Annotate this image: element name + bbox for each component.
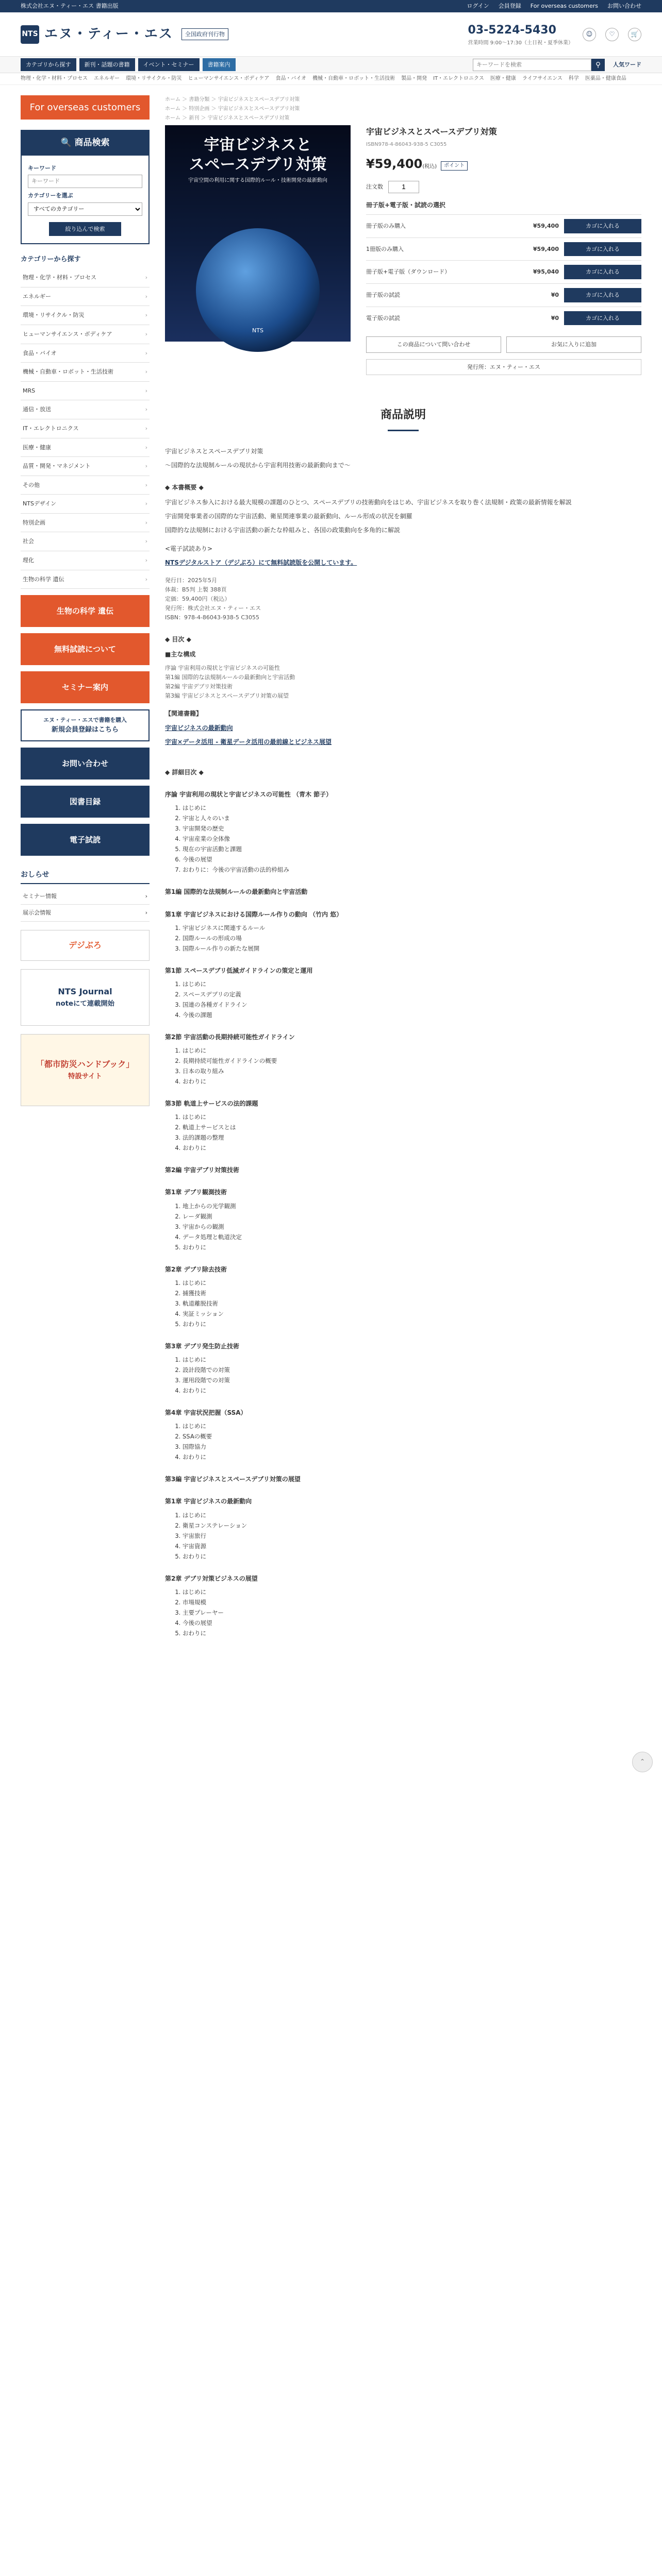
toc-list bbox=[165, 1278, 641, 1329]
toc-item: 2. 捕獲技術 bbox=[183, 1288, 641, 1298]
product-title: 宇宙ビジネスとスペースデブリ対策 bbox=[366, 127, 497, 137]
category-title: カテゴリーから探す bbox=[21, 256, 81, 264]
category-item[interactable] bbox=[21, 419, 150, 438]
header-search bbox=[473, 59, 605, 71]
nav-seminar[interactable]: イベント・セミナー bbox=[138, 58, 200, 72]
chevron-right-icon: › bbox=[145, 330, 147, 337]
banner-library[interactable]: 図書目録 bbox=[21, 786, 150, 818]
nav-new[interactable]: 新刊・話題の書籍 bbox=[79, 58, 135, 72]
logo[interactable] bbox=[21, 24, 173, 45]
ad-nts-journal-sub: noteにて連載開始 bbox=[55, 999, 115, 1008]
contact-link[interactable]: お問い合わせ bbox=[607, 3, 641, 10]
toc-item: 2. 長期持続可能性ガイドラインの概要 bbox=[183, 1056, 641, 1066]
banner-seminar[interactable]: セミナー案内 bbox=[21, 671, 150, 703]
toc-item: 3. 法的課題の整理 bbox=[183, 1132, 641, 1143]
toc-part: 第4章 宇宙状況把握（SSA） bbox=[165, 1409, 247, 1417]
keyword-input[interactable] bbox=[28, 175, 142, 188]
quantity-row bbox=[366, 181, 641, 193]
option-row bbox=[366, 283, 641, 307]
meta-block bbox=[165, 576, 641, 622]
option-name: 1冊版のみ購入 bbox=[366, 245, 404, 252]
chevron-right-icon: › bbox=[145, 349, 147, 357]
chevron-right-icon: › bbox=[145, 425, 147, 432]
category-item-label: 物理・化学・材料・プロセス bbox=[23, 274, 96, 281]
category-item-label: その他 bbox=[23, 481, 40, 488]
search-input[interactable] bbox=[473, 59, 591, 71]
quantity-label: 注文数 bbox=[366, 183, 383, 191]
toc-list bbox=[165, 1587, 641, 1638]
description-title: 商品説明 bbox=[165, 406, 641, 431]
overview-p: 宇宙開発事業者の国際的な宇宙活動、衛星関連事業の最新動向、ルール形成の状況を網羅 bbox=[165, 513, 412, 520]
category-item[interactable] bbox=[21, 268, 150, 287]
toc-part: 第2章 デブリ除去技術 bbox=[165, 1265, 227, 1273]
category-row-link[interactable]: 食品・バイオ bbox=[275, 76, 307, 81]
breadcrumb-line[interactable]: ホーム ＞ 新刊 ＞ 宇宙ビジネスとスペースデブリ対策 bbox=[165, 115, 290, 121]
contents-heading: ◆ 目次 ◆ bbox=[165, 636, 191, 643]
category-item[interactable] bbox=[21, 363, 150, 382]
toc-item: 1. 宇宙ビジネスに関連するルール bbox=[183, 923, 641, 933]
toc-item: 2. 設計段階での対策 bbox=[183, 1365, 641, 1375]
product-code: ISBN978-4-86043-938-5 C3055 bbox=[366, 141, 447, 147]
chevron-right-icon: › bbox=[145, 557, 147, 564]
cart-icon[interactable]: 🛒 bbox=[628, 28, 641, 41]
option-row bbox=[366, 307, 641, 330]
news-title: おしらせ bbox=[21, 869, 150, 884]
toc-list bbox=[165, 1421, 641, 1462]
toc-part: 第1節 スペースデブリ低減ガイドラインの策定と運用 bbox=[165, 967, 313, 974]
toc-item: 4. おわりに bbox=[183, 1143, 641, 1153]
business-hours: 営業時間 9:00〜17:30（土日祝・夏季休業） bbox=[468, 40, 573, 46]
trial-link[interactable]: NTSデジタルストア（デジぶろ）にて無料試読版を公開しています。 bbox=[165, 558, 357, 566]
chapter-line: 第3編 宇宙ビジネスとスペースデブリ対策の展望 bbox=[165, 692, 289, 700]
news-item-label: 展示会情報 bbox=[23, 909, 51, 917]
price: ¥59,400 bbox=[366, 156, 423, 171]
category-item-label: ヒューマンサイエンス・ボディケア bbox=[23, 330, 112, 337]
ad-nts-journal[interactable] bbox=[21, 969, 150, 1026]
toc-item: 4. 宇宙産業の全体像 bbox=[183, 834, 641, 844]
category-item-label: 通信・放送 bbox=[23, 406, 51, 413]
header-right bbox=[468, 21, 641, 47]
toc-item: 3. 宇宙からの観測 bbox=[183, 1222, 641, 1232]
toc-list bbox=[165, 1201, 641, 1252]
chevron-up-icon: ⌃ bbox=[639, 1758, 646, 1766]
detailed-toc bbox=[165, 790, 641, 1638]
category-list bbox=[21, 268, 150, 589]
toc-part: 第3章 デブリ発生防止技術 bbox=[165, 1342, 240, 1350]
category-item-label: 食品・バイオ bbox=[23, 349, 57, 357]
overview-heading: ◆ 本書概要 ◆ bbox=[165, 483, 204, 491]
toc-list bbox=[165, 1112, 641, 1153]
add-to-cart-button[interactable]: カゴに入れる bbox=[564, 265, 641, 279]
category-item-label: エネルギー bbox=[23, 293, 51, 300]
news-item-label: セミナー情報 bbox=[23, 892, 57, 900]
main-nav bbox=[0, 57, 662, 73]
toc-item: 2. スペースデブリの定義 bbox=[183, 989, 641, 999]
category-row bbox=[0, 73, 662, 85]
chevron-right-icon: › bbox=[145, 444, 147, 451]
toc-item: 5. おわりに bbox=[183, 1551, 641, 1562]
chevron-right-icon: › bbox=[145, 909, 147, 917]
product-search-title: 🔍 商品検索 bbox=[22, 131, 148, 155]
related-link[interactable]: 宇宙ビジネスの最新動向 bbox=[165, 724, 233, 732]
product-info bbox=[366, 125, 641, 375]
back-to-top-button[interactable] bbox=[632, 1752, 653, 1772]
toc-item: 1. はじめに bbox=[183, 1421, 641, 1431]
tax-label: (税込) bbox=[422, 163, 437, 170]
category-item[interactable] bbox=[21, 344, 150, 363]
banner-ebook[interactable]: 電子試読 bbox=[21, 824, 150, 856]
contact-product-button[interactable]: この商品について問い合わせ bbox=[366, 336, 501, 353]
toc-item: 4. おわりに bbox=[183, 1076, 641, 1087]
ad-digibro[interactable]: デジぶろ bbox=[21, 930, 150, 961]
category-item-label: MRS bbox=[23, 387, 36, 394]
toc-item: 3. 国連の各種ガイドライン bbox=[183, 999, 641, 1010]
toc-item: 3. 宇宙旅行 bbox=[183, 1531, 641, 1541]
category-row-link[interactable]: 科学 bbox=[568, 76, 579, 81]
toc-item: 2. 宇宙と人々のいま bbox=[183, 813, 641, 823]
toc-item: 1. はじめに bbox=[183, 1587, 641, 1597]
price-row bbox=[366, 154, 641, 174]
toc-item: 3. 主要プレーヤー bbox=[183, 1607, 641, 1618]
meta-line: 発行所：株式会社エヌ・ティー・エス bbox=[165, 605, 261, 612]
chevron-right-icon: › bbox=[145, 312, 147, 319]
heart-icon[interactable]: ♡ bbox=[605, 28, 619, 41]
toc-item: 4. おわりに bbox=[183, 1385, 641, 1396]
option-row bbox=[366, 238, 641, 261]
book-cover bbox=[165, 125, 351, 342]
chevron-right-icon: › bbox=[145, 538, 147, 545]
toc-part: 第2編 宇宙デブリ対策技術 bbox=[165, 1166, 240, 1174]
meta-line: ISBN：978-4-86043-938-5 C3055 bbox=[165, 614, 260, 621]
association-badge: 全国政府刊行物 bbox=[181, 28, 228, 41]
category-item[interactable] bbox=[21, 457, 150, 476]
keyword-label: キーワード bbox=[28, 164, 56, 172]
toc-item: 1. はじめに bbox=[183, 1045, 641, 1056]
favorite-button[interactable]: お気に入りに追加 bbox=[506, 336, 641, 353]
toc-item: 3. 軌道離脱技術 bbox=[183, 1298, 641, 1309]
overview-p: 国際的な法規制における宇宙活動の新たな枠組みと、各国の政策動向を多角的に解説 bbox=[165, 527, 401, 534]
category-item[interactable] bbox=[21, 382, 150, 401]
product-section bbox=[165, 125, 641, 375]
add-to-cart-button[interactable]: カゴに入れる bbox=[564, 311, 641, 326]
top-bar-title: 株式会社エヌ・ティー・エス 書籍出版 bbox=[21, 3, 119, 10]
chevron-right-icon: › bbox=[145, 368, 147, 376]
category-item-label: 理化 bbox=[23, 557, 34, 564]
user-icon[interactable]: ☺ bbox=[583, 28, 596, 41]
chevron-right-icon: › bbox=[145, 519, 147, 526]
toc-item: 4. 宇宙資源 bbox=[183, 1541, 641, 1551]
category-item[interactable] bbox=[21, 570, 150, 589]
news-item[interactable] bbox=[21, 905, 150, 922]
option-list bbox=[366, 214, 641, 329]
toc-part: 第1編 国際的な法規制ルールの最新動向と宇宙活動 bbox=[165, 888, 308, 896]
structure-heading: ■主な構成 bbox=[165, 651, 196, 658]
toc-part: 第2節 宇宙活動の長期持続可能性ガイドライン bbox=[165, 1033, 295, 1041]
description bbox=[165, 447, 641, 1638]
ad-nts-journal-title: NTS Journal bbox=[58, 987, 112, 997]
chapter-line: 第1編 国際的な法規制ルールの最新動向と宇宙活動 bbox=[165, 674, 295, 681]
member-sub: エヌ・ティー・エスで書籍を購入 bbox=[43, 717, 127, 724]
toc-item: 2. 市場規模 bbox=[183, 1597, 641, 1607]
logo-mark: NTS bbox=[21, 25, 39, 44]
sidebar bbox=[21, 95, 150, 1638]
chevron-right-icon: › bbox=[145, 274, 147, 281]
toc-item: 3. 運用段階での対策 bbox=[183, 1375, 641, 1385]
category-item-label: IT・エレクトロニクス bbox=[23, 425, 79, 432]
popular-words[interactable]: 人気ワード bbox=[613, 61, 641, 68]
option-name: 冊子版の試読 bbox=[366, 291, 400, 298]
toc-item: 4. 実証ミッション bbox=[183, 1309, 641, 1319]
nav-guide[interactable]: 書籍案内 bbox=[203, 58, 236, 72]
toc-list bbox=[165, 1510, 641, 1562]
related-heading: 【関連書籍】 bbox=[165, 710, 203, 718]
category-item-label: 環境・リサイクル・防災 bbox=[23, 312, 85, 319]
option-price: ¥95,040 bbox=[533, 268, 559, 276]
toc-list bbox=[165, 979, 641, 1020]
search-icon: ⚲ bbox=[595, 60, 601, 69]
category-item-label: 生物の科学 遺伝 bbox=[23, 575, 64, 583]
category-row-link[interactable]: 医療・健康 bbox=[490, 76, 516, 81]
top-bar bbox=[0, 0, 662, 12]
option-name: 冊子版のみ購入 bbox=[366, 223, 406, 230]
toc-item: 1. はじめに bbox=[183, 803, 641, 813]
toc-item: 1. 地上からの光学観測 bbox=[183, 1201, 641, 1211]
category-item[interactable] bbox=[21, 325, 150, 344]
category-item-label: NTSデザイン bbox=[23, 500, 57, 507]
breadcrumb-line[interactable]: ホーム ＞ 書籍分類 ＞ 宇宙ビジネスとスペースデブリ対策 bbox=[165, 97, 300, 103]
toc-item: 5. おわりに bbox=[183, 1628, 641, 1638]
category-select[interactable] bbox=[28, 202, 142, 216]
toc-item: 5. 現在の宇宙活動と課題 bbox=[183, 844, 641, 854]
meta-line: 体裁：B5判 上製 388頁 bbox=[165, 586, 227, 594]
add-to-cart-button[interactable]: カゴに入れる bbox=[564, 219, 641, 233]
related-link[interactable]: 宇宙×データ活用 - 衛星データ活用の最前線とビジネス展望 bbox=[165, 738, 332, 745]
toc-item: 3. 宇宙開発の歴史 bbox=[183, 823, 641, 834]
option-price: ¥59,400 bbox=[533, 223, 559, 230]
product-actions bbox=[366, 336, 641, 353]
banner-free-trial[interactable]: 無料試読について bbox=[21, 633, 150, 665]
breadcrumb-line[interactable]: ホーム ＞ 特別企画 ＞ 宇宙ビジネスとスペースデブリ対策 bbox=[165, 106, 300, 112]
login-link[interactable]: ログイン bbox=[467, 3, 489, 10]
category-item[interactable] bbox=[21, 287, 150, 307]
category-item-label: 特別企画 bbox=[23, 519, 45, 526]
toc-part: 第1章 宇宙ビジネスにおける国際ルール作りの動向 （竹内 悠） bbox=[165, 910, 343, 918]
category-item[interactable] bbox=[21, 532, 150, 551]
toc-item: 3. 日本の取り組み bbox=[183, 1066, 641, 1076]
category-row-link[interactable]: 医薬品・健康食品 bbox=[585, 76, 626, 81]
cover-title: 宇宙ビジネスと スペースデブリ対策 bbox=[189, 136, 327, 174]
toc-list bbox=[165, 803, 641, 875]
option-row bbox=[366, 214, 641, 238]
toc-item: 4. 今後の課題 bbox=[183, 1010, 641, 1020]
category-item[interactable] bbox=[21, 400, 150, 419]
chevron-right-icon: › bbox=[145, 481, 147, 488]
toc-part: 第3編 宇宙ビジネスとスペースデブリ対策の展望 bbox=[165, 1476, 301, 1483]
nav-category[interactable]: カテゴリから探す bbox=[21, 58, 76, 72]
toc-item: 1. はじめに bbox=[183, 1354, 641, 1365]
site-header bbox=[0, 12, 662, 57]
toc-item: 4. おわりに bbox=[183, 1452, 641, 1462]
chapter-summary bbox=[165, 664, 641, 701]
quantity-input[interactable] bbox=[388, 181, 419, 193]
category-item-label: 機械・自動車・ロボット・生活技術 bbox=[23, 368, 113, 376]
category-row-link[interactable]: ヒューマンサイエンス・ボディケア bbox=[188, 76, 270, 81]
product-search-title-text: 商品検索 bbox=[74, 138, 110, 148]
toc-item: 1. はじめに bbox=[183, 1278, 641, 1288]
top-bar-links bbox=[467, 2, 641, 11]
toc-item: 4. データ処理と軌道決定 bbox=[183, 1232, 641, 1242]
logo-text: エヌ・ティー・エス bbox=[44, 26, 173, 42]
category-row-link[interactable]: ライフサイエンス bbox=[522, 76, 562, 81]
option-row bbox=[366, 260, 641, 283]
option-price: ¥0 bbox=[551, 291, 559, 298]
option-price: ¥0 bbox=[551, 314, 559, 321]
overseas-link[interactable]: For overseas customers bbox=[530, 3, 598, 10]
point-badge: ポイント bbox=[441, 161, 468, 171]
category-item-label: 社会 bbox=[23, 538, 34, 545]
filter-search-button[interactable]: 絞り込んで検索 bbox=[49, 222, 121, 236]
category-item[interactable] bbox=[21, 306, 150, 325]
chapter-line: 第2編 宇宙デブリ対策技術 bbox=[165, 683, 233, 690]
chevron-right-icon: › bbox=[145, 575, 147, 583]
cover-publisher: NTS bbox=[252, 327, 263, 334]
chevron-right-icon: › bbox=[145, 463, 147, 470]
category-item[interactable] bbox=[21, 551, 150, 570]
overseas-banner[interactable]: For overseas customers bbox=[21, 95, 150, 120]
category-item-label: 品質・開発・マネジメント bbox=[23, 463, 91, 470]
meta-line: 定価：59,400円（税込） bbox=[165, 596, 230, 603]
add-to-cart-button[interactable]: カゴに入れる bbox=[564, 288, 641, 302]
category-row-link[interactable]: 環境・リサイクル・防災 bbox=[126, 76, 182, 81]
toc-part: 第2章 デブリ対策ビジネスの展望 bbox=[165, 1574, 258, 1582]
toc-item: 2. 国際ルールの形成の場 bbox=[183, 933, 641, 943]
option-title: 冊子版+電子版・試読の選択 bbox=[366, 201, 446, 209]
chevron-right-icon: › bbox=[145, 406, 147, 413]
member-label: 新規会員登録はこちら bbox=[51, 725, 119, 734]
banner-contact[interactable]: お問い合わせ bbox=[21, 748, 150, 779]
toc-part: 第1章 宇宙ビジネスの最新動向 bbox=[165, 1498, 252, 1505]
chevron-right-icon: › bbox=[145, 500, 147, 507]
category-label: カテゴリーを選ぶ bbox=[28, 192, 73, 199]
toc-item: 2. レーダ観測 bbox=[183, 1211, 641, 1222]
toc-list bbox=[165, 923, 641, 954]
toc-item: 1. はじめに bbox=[183, 1112, 641, 1122]
category-row-link[interactable]: エネルギー bbox=[94, 76, 120, 81]
search-button[interactable] bbox=[591, 59, 605, 71]
toc-item: 3. 国際協力 bbox=[183, 1442, 641, 1452]
banner-member[interactable] bbox=[21, 709, 150, 741]
lead-1: 宇宙ビジネスとスペースデブリ対策 bbox=[165, 447, 263, 455]
chevron-right-icon: › bbox=[145, 293, 147, 300]
breadcrumb bbox=[165, 95, 641, 123]
toc-part: 第1章 デブリ観測技術 bbox=[165, 1189, 227, 1196]
category-item[interactable] bbox=[21, 514, 150, 533]
toc-item: 2. 軌道上サービスとは bbox=[183, 1122, 641, 1132]
toc-item: 2. SSAの概要 bbox=[183, 1431, 641, 1442]
category-row-link[interactable]: IT・エレクトロニクス bbox=[433, 76, 484, 81]
main-content bbox=[165, 95, 641, 1638]
category-item[interactable] bbox=[21, 476, 150, 495]
category-item[interactable] bbox=[21, 438, 150, 457]
toc-part: 序論 宇宙利用の現状と宇宙ビジネスの可能性 （青木 節子） bbox=[165, 791, 333, 799]
toc-part: 第3節 軌道上サービスの法的課題 bbox=[165, 1100, 258, 1108]
trial-note: <電子試読あり> bbox=[165, 545, 213, 552]
toc-item: 1. はじめに bbox=[183, 979, 641, 989]
product-search-box bbox=[21, 130, 150, 244]
cover-subtitle: 宇宙空間の利用に関する国際的ルール・技術開発の最新動向 bbox=[188, 178, 327, 183]
toc-item: 3. 国際ルール作りの新たな展開 bbox=[183, 943, 641, 954]
phone-value: 03-5224-5430 bbox=[468, 23, 556, 37]
category-row-link[interactable]: 製品・開発 bbox=[401, 76, 427, 81]
chapter-line: 序論 宇宙利用の現状と宇宙ビジネスの可能性 bbox=[165, 665, 280, 672]
news-list bbox=[21, 888, 150, 922]
meta-line: 発行日：2025年5月 bbox=[165, 577, 217, 584]
category-item-label: 医療・健康 bbox=[23, 444, 51, 451]
toc-list bbox=[165, 1354, 641, 1396]
toc-item: 6. 今後の展望 bbox=[183, 854, 641, 865]
phone-number bbox=[468, 21, 573, 47]
overview-p: 宇宙ビジネス参入における最大規模の課題のひとつ、スペースデブリの技術動向をはじめ、宇宙ビジネスを取り巻く法規制・政策の最新情報を解説 bbox=[165, 499, 572, 506]
category-row-link[interactable]: 機械・自動車・ロボット・生活技術 bbox=[312, 76, 395, 81]
banner-genetics[interactable]: 生物の科学 遺伝 bbox=[21, 595, 150, 627]
option-name: 冊子版+電子版（ダウンロード） bbox=[366, 268, 451, 276]
toc-item: 5. おわりに bbox=[183, 1242, 641, 1252]
toc-item: 1. はじめに bbox=[183, 1510, 641, 1520]
chevron-right-icon: › bbox=[145, 892, 147, 900]
toc-item: 4. 今後の展望 bbox=[183, 1618, 641, 1628]
option-name: 電子版の試読 bbox=[366, 314, 400, 321]
ad-bousai[interactable] bbox=[21, 1034, 150, 1106]
publisher-link[interactable]: 発行所：エヌ・ティー・エス bbox=[366, 359, 641, 376]
category-row-link[interactable]: 物理・化学・材料・プロセス bbox=[21, 76, 88, 81]
option-price: ¥59,400 bbox=[533, 245, 559, 252]
lead-2: 〜国際的な法規制ルールの現状から宇宙利用技術の最新動向まで〜 bbox=[165, 461, 351, 469]
chevron-right-icon: › bbox=[145, 387, 147, 394]
toc-item: 7. おわりに：今後の宇宙活動の法的枠組み bbox=[183, 865, 641, 875]
register-link[interactable]: 会員登録 bbox=[498, 3, 521, 10]
ad-bousai-title: 「都市防災ハンドブック」 bbox=[36, 1059, 135, 1070]
ad-bousai-sub: 特設サイト bbox=[68, 1072, 102, 1080]
toc-item: 5. おわりに bbox=[183, 1319, 641, 1329]
detail-heading: ◆ 詳細目次 ◆ bbox=[165, 768, 204, 776]
category-item[interactable] bbox=[21, 495, 150, 514]
toc-item: 2. 衛星コンステレーション bbox=[183, 1520, 641, 1531]
add-to-cart-button[interactable]: カゴに入れる bbox=[564, 242, 641, 257]
news-item[interactable] bbox=[21, 888, 150, 905]
toc-list bbox=[165, 1045, 641, 1087]
